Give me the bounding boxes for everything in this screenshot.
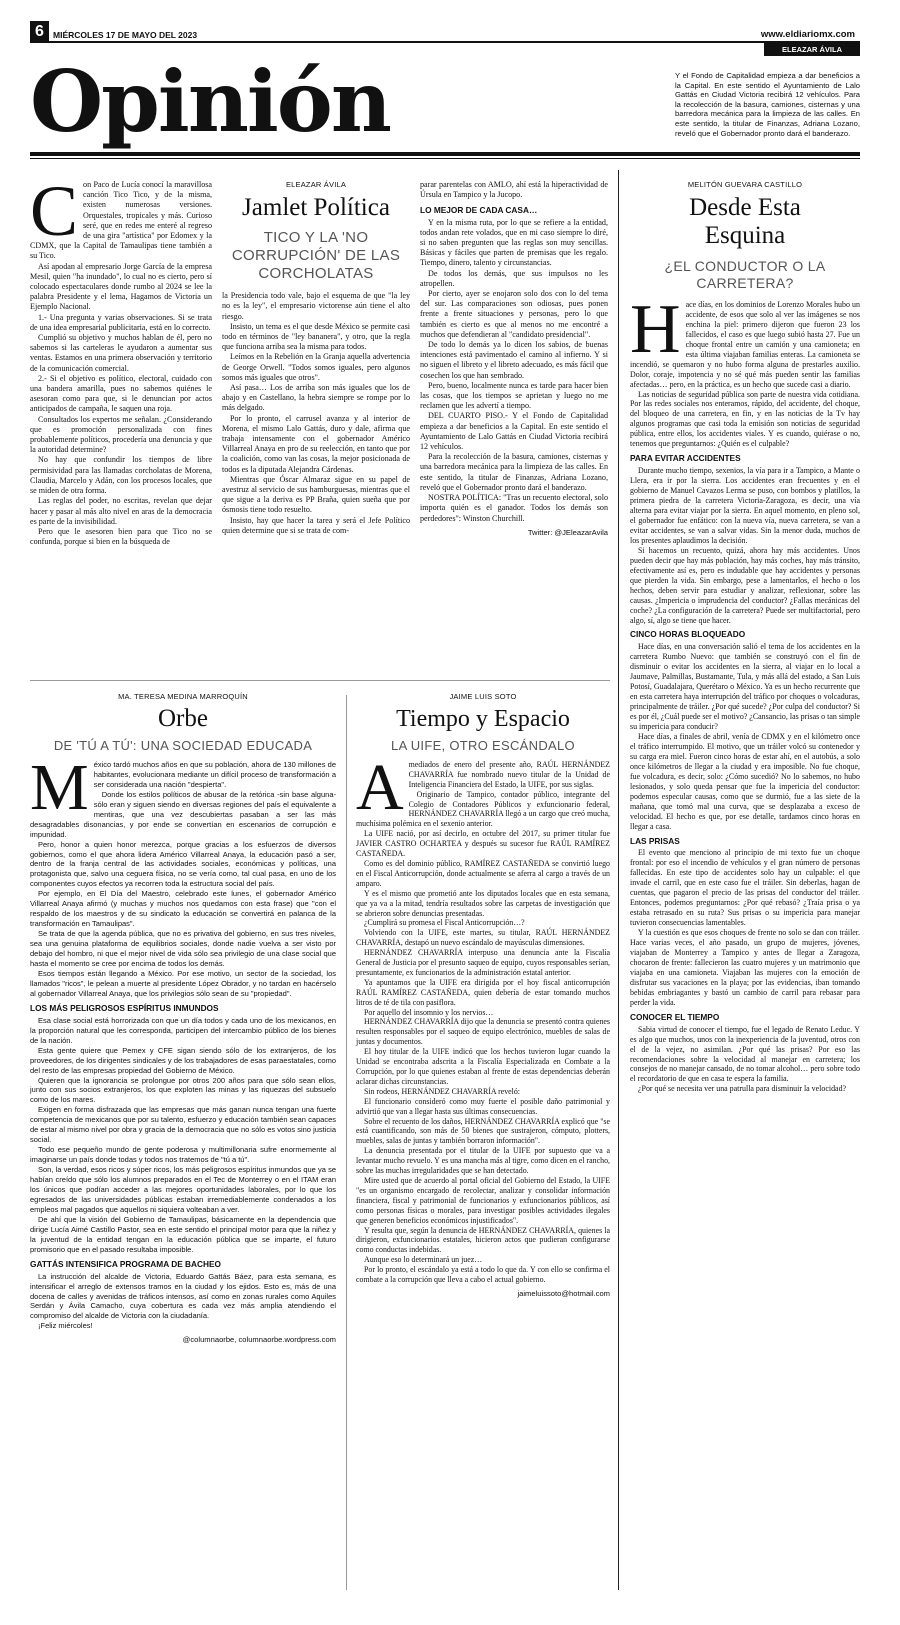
- drop-cap: A: [356, 750, 404, 824]
- column-orbe: [30, 692, 336, 1345]
- column-kicker: DE 'TÚ A TÚ': UNA SOCIEDAD EDUCADA: [53, 737, 313, 753]
- paragraph: Por ejemplo, en El Día del Maestro, celebrado este lunes, el gobernador Américo Villarreal Anaya afirmó (y muchas y muchos nos quedamos con esta frase) que "con el respaldo de los maestros y de su sindicato la educación se convertirá en palanca de la transformación en Tamaulipas".: [30, 889, 336, 929]
- paragraph: Mire usted que de acuerdo al portal oficial del Gobierno del Estado, la UIFE "es un organismo encargado de recolectar, analizar y consolidar información financiera, fiscal y patrimonial de funcionarios y exfuncionarios públicos, así como personas físicas o morales, para investigar posibles actividades ilegales que generen beneficios económicos injustificados".: [356, 1175, 610, 1225]
- paragraph: Insisto, un tema es el que desde México se permite casi todo en términos de "ley bananera", y otro, que la regla que funciona arriba sea la misma para todos.: [222, 321, 410, 352]
- paragraph: Mientras que Óscar Almaraz sigue en su papel de avestruz al servicio de sus hamburguesas, mientras que el que sigue a la deriva es PP Braña, quien sueña que por ósmosis tiene todo resuelto.: [222, 474, 410, 515]
- paragraph: Son, la verdad, esos ricos y súper ricos, los más peligrosos espíritus inmundos que ya se habían creído que sólo los alumnos preparados en el Tec de Monterrey o en el ITAM eran los únicos que podían acceder a las mejores oportunidades laborales, por lo que los egresados de las universidades públicas estaban irremediablemente condenados a los empleos mal pagados que aquellos ni siquiera volteaban a ver.: [30, 1165, 336, 1214]
- column-tiempo-y-espacio: [356, 692, 610, 1299]
- paragraph: Cumplió su objetivo y muchos hablan de él, pero no sabemos si las carteleras le ayudaron a aumentar sus ventas. Estamos en una primera observación y territorio de la comunicación comercial.: [30, 333, 212, 373]
- paragraph: on Paco de Lucía conocí la maravillosa canción Tico Tico, y de la misma, existen numerosas versiones. Orquestales, tropicales y más. Curioso seré, que en redes me enteré al regreso de una gira "artística" por Edomex y la CDMX, que la Capital de Tamaulipas tiene también a su Tico.: [30, 180, 212, 261]
- paragraph: La denuncia presentada por el titular de la UIFE por supuesto que va a levantar mucho revuelo. Y es una mancha más al tigre, como dicen en el rancho, sobre las muchas irregularidades que se han detectado.: [356, 1146, 610, 1176]
- paragraph: El hoy titular de la UIFE indicó que los hechos tuvieron lugar cuando la Unidad se encontraba adscrita a la Fiscalía Especializada en Combate a la Corrupción, por lo que quienes estaban al frente de estas dependencias deberán aclarar dichas circunstancias.: [356, 1047, 610, 1086]
- paragraph: Originario de Tampico, contador público, integrante del Colegio de Contadores Públicos y exfuncionario federal, HERNÁNDEZ CHAVARRÍA llegó a un cargo que creó mucha, muchísima polémica en el sexenio anterior.: [356, 789, 610, 829]
- paragraph: Quieren que la ignorancia se prolongue por otros 200 años para que sólo sean ellos, junto con sus socios extranjeros, los que exploten las minas y las riquezas del subsuelo como de los mares.: [30, 1075, 336, 1105]
- paragraph: mediados de enero del presente año, RAÚL HERNÁNDEZ CHAVARRÍA fue nombrado nuevo titular de la Unidad de Inteligencia Financiera del Estado, la UIFE, por sus siglas.: [408, 759, 610, 789]
- drop-cap: M: [30, 750, 89, 824]
- paragraph: Las noticias de seguridad pública son parte de nuestra vida cotidiana. Por las redes sociales nos enteramos, rápido, del accidente, del choque, del bloqueo de una carretera, en fin, y en las noticias de la Tv hay algunos programas que casi toda la emisión son noticias de seguridad pública, entre ellos, los accidentes viales. Y es cuando, quiérase o no, tenemos que preguntarnos: ¿Quién es el culpable?: [630, 389, 860, 449]
- article-tico-part1: [30, 171, 212, 547]
- paragraph: Si hacemos un recuento, quizá, ahora hay más accidentes. Unos pueden decir que hay más población, hay más coches, hay más tránsito, efectivamente así es, pero es indudable que hay accidentes y personas que pierden la vida. Sin embargo, pese a lamentarlos, el hecho o los hechos, deben servir para estudiar y analizar, reflexionar, sobre las causas. ¿Impericia o imprudencia del conductor? ¿Fallas mecánicas del coche? ¿La configuración de la carretera? Puede ser multifactorial, pero algo, sí, algo se tiene que hacer.: [630, 545, 860, 625]
- subheading: LO MEJOR DE CADA CASA…: [420, 205, 538, 216]
- paragraph: HERNÁNDEZ CHAVARRÍA dijo que la denuncia se presentó contra quienes resulten responsables por el saqueo de equipo electrónico, muebles de salas de juntas y documentos.: [356, 1017, 610, 1047]
- paragraph: Exigen en forma disfrazada que las empresas que más ganan nunca tengan una fuerte competencia de mexicanos que por su talento, esfuerzo y educación también sean capaces de estar al mismo nivel por obra y gracia de la democracia que no sólo es votos sino justicia social.: [30, 1105, 336, 1145]
- paragraph: Y resulta que, según la denuncia de HERNÁNDEZ CHAVARRÍA, quienes la dirigieron, exfuncionarios estatales, hicieron actos que pudieran configurarse como conductas indebidas.: [356, 1225, 610, 1255]
- subheading: CONOCER EL TIEMPO: [630, 1011, 720, 1022]
- column-title: Tiempo y Espacio: [396, 705, 570, 732]
- paragraph: Ya apuntamos que la UIFE era dirigida por el hoy fiscal anticorrupción RAÚL RAMÍREZ CASTAÑEDA, quien debería de estar tomando muchos litros de té de tila con pasiflora.: [356, 977, 610, 1007]
- paragraph: Todo ese pequeño mundo de gente poderosa y multimillonaria sufre enormemente al imaginarse un país donde todas y todos nos tratemos de "tú a tú".: [30, 1145, 336, 1165]
- paragraph: Volviendo con la UIFE, este martes, su titular, RAÚL HERNÁNDEZ CHAVARRÍA, destapó un nuevo escándalo de mayúsculas dimensiones.: [356, 928, 610, 948]
- paragraph: Durante mucho tiempo, sexenios, la vía para ir a Tampico, a Mante o Llera, era ir por la sierra. Los accidentes eran frecuentes y en el gobierno de Manuel Cavazos Lerma se puso, con bombos y platillos, la primera piedra de la carretera Victoria-Zaragoza, es decir, una vía alterna para evitar viajar por la sierra. En aquel momento, en pleno sol, el gobernador fue enfático: con la nueva vía, nueva carretera, se van a evitar accidentes, se van a salvar vidas. Sin la menor duda, muchos de los presentes aplaudimos la decisión.: [630, 466, 860, 545]
- paragraph: La UIFE nació, por así decirlo, en octubre del 2017, su primer titular fue JAVIER CASTRO OCHARTEA y después su sucesor fue RAÚL RAMÍREZ CASTAÑEDA.: [356, 829, 610, 859]
- column-kicker: ¿EL CONDUCTOR O LA CARRETERA?: [664, 257, 826, 291]
- byline: ELEAZAR ÁVILA: [285, 180, 347, 189]
- paragraph: Las reglas del poder, no escritas, revelan que dejar hacer y pasar al más alto nivel en aras de la democracia es parte de la invisibilidad.: [30, 496, 212, 526]
- paragraph: Hace días, a finales de abril, venía de CDMX y en el kilómetro once el tráfico interrumpido. El motivo, que un tráiler volcó su contenedor y su carga era miel. Fueron cinco horas de estar ahí, en el autobús, a solo once kilómetros de llegar a la ciudad y era imposible. No fue choque, fue volcadura, es decir, solo: ¿Cómo sucedió? No lo sabemos, no hubo lesionados, y solo queda pensar que fue la impericia del conductor: podemos especular causas, como que se durmió, fue a las siete de la mañana, que tomó mal una curva, que se desplazaba a exceso de velocidad. El hecho es que, por ese detalle, tardamos cinco horas en llegar a casa.: [630, 731, 860, 831]
- paragraph: DEL CUARTO PISO.- Y el Fondo de Capitalidad empieza a dar beneficios a la Capital. En este sentido el Ayuntamiento de Lalo Gattás en Ciudad Victoria recibirá 12 vehículos.: [420, 411, 608, 452]
- paragraph: Consultados los expertos me señalan. ¿Considerando que es promoción personalizada con fines probablemente políticos, procedería una denuncia y que la autoridad determine?: [30, 414, 212, 455]
- paragraph: ¡Feliz miércoles!: [38, 1321, 93, 1331]
- paragraph: Pero, honor a quien honor merezca, porque gracias a los esfuerzos de diversos gobiernos, como el que ahora lidera Américo Villarreal Anaya, la educación pasó a ser, dentro de la franja central de las actividades sociales, económicas y políticas, una protagonista que, salvo una ceguera física, no se vería como, tal cual pasa, en uno de los componentes cuyos efectos ya recorren toda la estructura social del país.: [30, 839, 336, 889]
- paragraph: HERNÁNDEZ CHAVARRÍA interpuso una denuncia ante la Fiscalía General de Justicia por el presunto saqueo de equipo, cuyos responsables serían, presuntamente, ex funcionarios de la administración estatal anterior.: [356, 948, 610, 977]
- subheading: LAS PRISAS: [630, 835, 680, 846]
- paragraph: De todos los demás, que sus impulsos no les atropellen.: [420, 268, 608, 288]
- paragraph: ace días, en los dominios de Lorenzo Morales hubo un accidente, de esos que solo al ver las imágenes se nos enchina la piel: primero dijeron que fueron 23 los fallecidos, el caso es que luego subió hasta 27. Fue un choque frontal entre un camión y una camioneta; en esta última viajaban familias enteras. La camioneta se incendió, se quemaron y no hubo forma alguna de prestarles auxilio. Dolor, coraje, impotencia y no sé qué más pueden sentir las familias afectadas… pero, en la práctica, es un hecho que sucede casi a diario.: [630, 299, 860, 389]
- tiempo-contact[interactable]: jaimeluissoto@hotmail.com: [517, 1288, 610, 1298]
- paragraph: Así pasa… Los de arriba son más iguales que los de abajo y en Castellano, la hebra siempre se rompe por lo más delgado.: [222, 383, 410, 413]
- paragraph: De todo lo demás ya lo dicen los sabios, de buenas intenciones está pavimentado el camino al infierno. Y si no siguen el libreto y el libreto adecuado, es más fácil que cosechen los que han sembrado.: [420, 340, 608, 380]
- byline: MA. TERESA MEDINA MARROQUÍN: [118, 692, 248, 701]
- top-bottom-divider: [30, 680, 610, 681]
- column-title: Jamlet Política: [242, 194, 390, 222]
- paragraph: Por lo pronto, el carrusel avanza y al interior de Morena, el mismo Lalo Gattás, duro y dale, afirma que trabaja intensamente con el gobernador Américo Villarreal Anaya en pro de su reelección, en tanto que por la coalición, como van las cosas, la mejor posicionada de todos es la diputada Alejandra Cárdenas.: [222, 413, 410, 474]
- subheading: PARA EVITAR ACCIDENTES: [630, 453, 741, 464]
- paragraph: Sabia virtud de conocer el tiempo, fue el legado de Renato Leduc. Y es algo que muchos, unos con la inexperiencia de la juventud, otros con el de la vejez, no asimilan. ¿Por qué las prisas? Por eso las recomendaciones sobre la velocidad al manejar en carretera; los consejos de no manejar cansado, de no tomar alcohol… pero sobre todo el recordatorio de que en casa te espera la familia.: [630, 1024, 860, 1084]
- drop-cap: H: [630, 290, 681, 368]
- website-link[interactable]: www.eldiariomx.com: [760, 29, 855, 40]
- paragraph: Por lo pronto, el escándalo ya está a todo lo que da. Y con ello se confirma el combate a la corrupción que lleva a cabo el actual gobierno.: [356, 1265, 610, 1285]
- header-rule: [30, 41, 860, 43]
- paragraph: Sobre el recuento de los daños, HERNÁNDEZ CHAVARRÍA explicó que "se está cuantificando, son más de 50 bienes que sustrajeron, cómputo, plotters, muebles, salas de juntas y también borraron información".: [356, 1116, 610, 1146]
- column-divider: [346, 695, 347, 1590]
- paragraph: Por aquello del insomnio y los nervios…: [364, 1007, 494, 1017]
- orbe-contact[interactable]: @columnaorbe, columnaorbe.wordpress.com: [182, 1335, 336, 1345]
- masthead-rule-thick: [30, 152, 860, 156]
- twitter-handle[interactable]: Twitter: @JEleazarAvila: [527, 527, 608, 537]
- subheading: LOS MÁS PELIGROSOS ESPÍRITUS INMUNDOS: [30, 1002, 219, 1013]
- column-kicker: TICO Y LA 'NO CORRUPCIÓN' DE LAS CORCHOLATAS: [231, 229, 401, 283]
- author-tag: ELEAZAR ÁVILA: [764, 43, 860, 56]
- paragraph: La instrucción del alcalde de Victoria, Eduardo Gattás Báez, para esta semana, es intensificar el arreglo de extensos tramos en la ciudad y los ejidos. Esto es, más de una docena de calles y avenidas de tráficos intensos, así como en zonas rurales como Aquiles Serdán y Ávila Camacho, cuya cobertura es cada vez más amplia atendiendo el compromiso del alcalde de Victoria con la ciudadanía.: [30, 1271, 336, 1321]
- paragraph: Y en la misma ruta, por lo que se refiere a la entidad, todos andan rete volados, que en mi caso siempre lo diré, si no saben pregunten que las reglas son muy sencillas. Básicas y fáciles que parten de premisas que les regalo. Tiempo, dinero, talento y circunstancias.: [420, 217, 608, 268]
- paragraph: Esa clase social está horrorizada con que un día todos y cada uno de los mexicanos, en la proporción natural que les corresponda, participen del intercambio público de los bienes de la nación.: [30, 1015, 336, 1045]
- section-title: Opinión: [30, 52, 390, 151]
- paragraph: Por cierto, ayer se enojaron solo dos con lo del tema del sur. Las comparaciones son odiosas, pues ponen frente a frente situaciones y personas, pero lo que también es cierto es que al menos no me encontré a muchos que defendieran al "candidato presidencial".: [420, 289, 608, 339]
- paragraph: la Presidencia todo vale, bajo el esquema de que "la ley no es la ley", el empresario victorense aún tiene el alto riesgo.: [222, 291, 410, 321]
- paragraph: Esta gente quiere que Pemex y CFE sigan siendo sólo de los extranjeros, de los proveedores, de los dirigentes sindicales y de los trabajadores de esas paraestatales, como del resto de las empresas propiedad del Gobierno de México.: [30, 1045, 336, 1075]
- paragraph: 1.- Una pregunta y varias observaciones. Si se trata de una idea empresarial publicitaria, está en lo correcto.: [30, 312, 212, 332]
- paragraph: Y es el mismo que prometió ante los diputados locales que en esta semana, que ya va a la mitad, tendría resultados sobre las carpetas de investigación que se abrieron sobre denuncias presentadas.: [356, 888, 610, 918]
- paragraph: Esos tiempos están llegando a México. Por ese motivo, un sector de la sociedad, los llamados "ricos", le pelean a muerte al presidente López Obrador, y no tardan en hacérselo al gobernador Villarreal Anaya, que los privilegios sólo sean de su "propiedad".: [30, 968, 336, 998]
- column-jamlet: [222, 180, 410, 536]
- paragraph: Así apodan al empresario Jorge García de la empresa Mesil, quien "ha inundado", lo cual no es cierto, pero sí colocado espectaculares donde rumbo al 2024 se lee la palabra Presidente y el lema, Hagamos de Victoria un Ejemplo Nacional.: [30, 261, 212, 312]
- paragraph: Para la recolección de la basura, camiones, cisternas y una barredora mecánica para la limpieza de las calles. En este sentido, la titular de Finanzas, Adriana Lozano, reveló que el Gobernador pronto dará el banderazo.: [420, 452, 608, 492]
- paragraph: Pero que le asesoren bien para que Tico no se confunda, porque si bien en la búsqueda de: [30, 526, 212, 547]
- paragraph: ¿Por qué se necesita ver una patrulla para disminuir la velocidad?: [638, 1084, 847, 1094]
- paragraph: NOSTRA POLÍTICA: "Tras un recuento electoral, solo importa quién es el ganador. Todos los demás son perdedores": Winston Churchill.: [420, 493, 608, 523]
- paragraph: ¿Cumplirá su promesa el Fiscal Anticorrupción…?: [364, 918, 525, 928]
- paragraph: Leímos en la Rebelión en la Granja aquella advertencia de George Orwell. "Todos somos iguales, pero algunos somos más iguales que otros".: [222, 352, 410, 382]
- page-number-box: 6: [30, 21, 49, 42]
- subheading: GATTÁS INTENSIFICA PROGRAMA DE BACHEO: [30, 1258, 221, 1269]
- paragraph: Donde los estilos políticos de abusar de la retórica -sin base alguna- sólo eran y siguen siendo en diversas regiones del país el equivalente a mentiras, que una vez descubiertas pasaban a ser las más desagradables disonancias, y por ende se convertían en escenarios de corrupción e impunidad.: [30, 789, 336, 839]
- byline: MELITÓN GUEVARA CASTILLO: [687, 180, 803, 189]
- masthead-rule-thin: [30, 158, 860, 159]
- paragraph: Insisto, hay que hacer la tarea y será el Jefe Político quien determine que si se trata de com-: [222, 515, 410, 535]
- column-desde-esta-esquina: [630, 180, 860, 1094]
- paragraph: parar parentelas con AMLO, ahí está la hiperactividad de Úrsula en Tampico y la Jucopo.: [420, 180, 608, 200]
- paragraph: Aunque eso lo determinará un juez…: [364, 1255, 483, 1265]
- paragraph: Y la cuestión es que esos choques de frente no solo se dan con tráiler. Hace varias veces, el año pasado, un grupo de mujeres, jóvenes, viajaban de Monterrey a Tampico y antes de llegar a Zaragoza, chocaron de frente: fallecieron las cuatro mujeres y un matrimonio que viajaba en una camioneta. Viajaban las mujeres con la emoción de disfrutar sus vacaciones en la playa; por las evidencias, iban tomando bebidas embriagantes y bastó un cambio de carril para rebasar para perder la vida.: [630, 928, 860, 1007]
- paragraph: Como es del dominio público, RAMÍREZ CASTAÑEDA se convirtió luego en el Fiscal Anticorrupción, donde actualmente se aferra al cargo a través de un amparo.: [356, 858, 610, 888]
- paragraph: No hay que confundir los tiempos de libre permisividad para las llamadas corcholatas de Morena, Claudia, Marcelo y Adán, con los procesos locales, que se miden de otra forma.: [30, 455, 212, 496]
- paragraph: éxico tardó muchos años en que su población, ahora de 130 millones de habitantes, evolucionara mediante un difícil proceso de transformación a ser considerada una nación "despierta".: [93, 759, 336, 789]
- column-title: Desde Esta Esquina: [689, 193, 801, 249]
- byline: JAIME LUIS SOTO: [449, 692, 517, 701]
- issue-date: MIÉRCOLES 17 DE MAYO DEL 2023: [53, 30, 198, 40]
- paragraph: Sin rodeos, HERNÁNDEZ CHAVARRÍA reveló:: [364, 1086, 520, 1096]
- paragraph: Hace días, en una conversación salió el tema de los accidentes en la carretera Rumbo Nuevo: que también se construyó con el fin de disminuir o evitar los accidentes en la sierra, al viajar en lo local a Jaumave, Palmillas, Bustamante, Tula, y más allá del estado, a San Luis Potosí, Guadalajara, Querétaro o México. Ya es un hecho recurrente que en esta carretera haya interrupción del tráfico por choques o volcaduras, principalmente de tráiler. ¿Por qué sucede? ¿Por culpa del conductor? Si es por él, ¿Cuál puede ser el motivo? ¿Cansancio, las prisas o tan simple su impericia para conducir?: [630, 642, 860, 732]
- column-jamlet-cont: [420, 180, 608, 538]
- paragraph: 2.- Si el objetivo es político, electoral, cuidado con una bandera amarilla, pues no sabemos quiénes le asesoran como para que, si le denuncian por actos anticipados de campaña, le saquen una roja.: [30, 373, 212, 414]
- paragraph: Pero, bueno, localmente nunca es tarde para hacer bien las cosas, que los tiempos se aprietan y luego no me reclamen que les advertí a tiempo.: [420, 380, 608, 411]
- paragraph: El funcionario consideró como muy fuerte el posible daño patrimonial y advirtió que van a llegar hasta sus últimas consecuencias.: [356, 1096, 610, 1116]
- header-teaser: Y el Fondo de Capitalidad empieza a dar beneficios a la Capital. En este sentido el Ayuntamiento de Lalo Gattás en Ciudad Victoria recibirá 12 vehículos. Para la recolección de la basura, camiones, cisternas y una barredora mecánica para la limpieza de las calles. En este sentido, la titular de Finanzas, Adriana Lozano, reveló que el Gobernador pronto dará el banderazo.: [675, 71, 860, 138]
- drop-cap: C: [30, 171, 79, 251]
- column-title: Orbe: [158, 704, 208, 732]
- paragraph: El evento que menciono al principio de mi texto fue un choque frontal: por eso el incendio de vehículos y el gran número de personas fallecidas. En este tipo de accidentes solo hay un culpable: el que invade el carril, que en este caso fue el tráiler. Sin deberlas, hagan de cuentas, que pagaron el precio de las prisas del conductor del tráiler. Entonces, podemos preguntarnos: ¿Por qué rebasó? ¿Traía prisa o ya estaba retrasado en su ruta? Sus prisas o su impericia para manejar tuvieron consecuencias lamentables.: [630, 848, 860, 928]
- subheading: CINCO HORAS BLOQUEADO: [630, 629, 746, 640]
- column-divider: [618, 170, 619, 1590]
- column-kicker: LA UIFE, OTRO ESCÁNDALO: [391, 737, 575, 753]
- paragraph: Se trata de que la agenda pública, que no es privativa del gobierno, en sus tres niveles, sea una genuina plataforma de equilibrios sociales, donde nadie vuelva a ser visto por debajo del hombro, ni que el mejor nivel de vida sólo sea privilegio de una clase social que hasta el momento se cree por encima de todos los demás.: [30, 929, 336, 969]
- paragraph: De ahí que la visión del Gobierno de Tamaulipas, básicamente en la dependencia que dirige Lucía Aimé Castillo Pastor, sea en este sentido el principal motor para que la niñez y la juventud de la entidad tengan en la educación pública que se imparte, el futuro promisorio que en el pasado resultaba imposible.: [30, 1214, 336, 1254]
